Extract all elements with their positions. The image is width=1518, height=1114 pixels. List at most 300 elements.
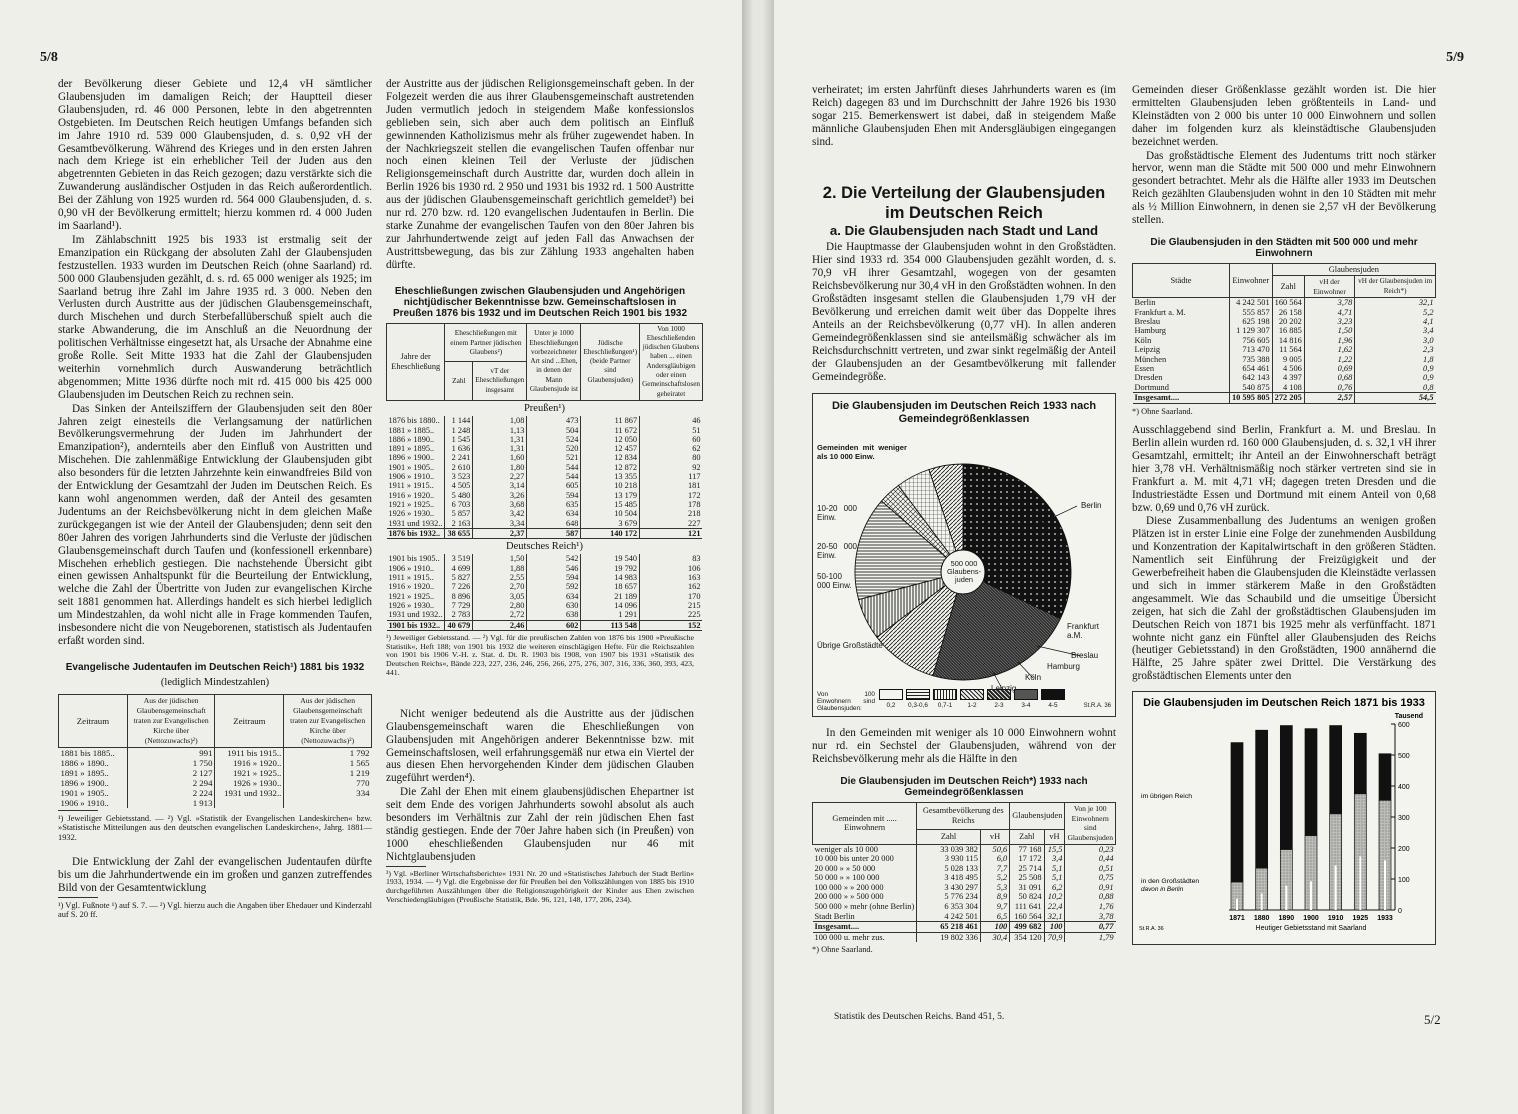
table-cell: 100 000 » » 200 000 bbox=[814, 882, 884, 892]
table-cell: 152 bbox=[640, 620, 703, 630]
table-row bbox=[387, 519, 703, 529]
table-cell: 625 198 bbox=[1229, 317, 1272, 326]
y-tick-label: 400 bbox=[1398, 784, 1410, 792]
marriage-table bbox=[386, 323, 703, 631]
table-cell: 4,71 bbox=[1304, 308, 1354, 317]
table-cell: 2 294 bbox=[127, 778, 215, 788]
table-cell: 17 172 bbox=[1010, 854, 1044, 864]
table-cell: 5,2 bbox=[980, 873, 1009, 883]
table-cell bbox=[215, 798, 284, 808]
table-cell: 50 824 bbox=[1010, 892, 1044, 902]
table-cell: 1901 bis 1905.. bbox=[388, 554, 440, 564]
series-label: in den Großstädten bbox=[1141, 878, 1200, 886]
table-cell: 713 470 bbox=[1229, 345, 1272, 354]
table-cell: 3,42 bbox=[473, 509, 527, 518]
table-cell: 19 792 bbox=[581, 564, 640, 573]
right-column-2 bbox=[1132, 84, 1436, 945]
table-row bbox=[387, 582, 703, 591]
table-cell: 170 bbox=[640, 592, 703, 601]
table-cell: 642 143 bbox=[1229, 373, 1272, 382]
table2-title: Eheschließungen zwischen Glaubensjuden und Angehörigen nichtjüdischer Bekenntnisse bzw. Gemeinschaftslosen in Preußen 1876 bis 1932 und im Deutschen Reich 1901 bis 1932 bbox=[392, 285, 688, 319]
table-cell: 92 bbox=[640, 463, 703, 472]
table-row bbox=[1133, 393, 1436, 403]
table-cell: 11 564 bbox=[1272, 345, 1304, 354]
column-footnote: ¹) Vgl. Fußnote ¹) auf S. 7. — ²) Vgl. hierzu auch die Angaben über Ehedauer und Kinderzahl auf S. 20 ff. bbox=[58, 900, 372, 920]
table-cell: 20 000 » » 50 000 bbox=[814, 863, 876, 873]
table-cell: 11 672 bbox=[581, 426, 640, 435]
table-cell: 5 827 bbox=[445, 573, 473, 582]
th-unter: Unter je 1000 Eheschließungen vorbezeichneter Art sind ...Ehen, in denen der Mann Glaubensjude ist bbox=[527, 323, 581, 400]
table-cell: 1901 » 1905.. bbox=[60, 787, 109, 798]
table-cell: 0,69 bbox=[1304, 364, 1354, 373]
table-cell: 4 242 501 bbox=[917, 912, 981, 922]
table-cell: 38 655 bbox=[445, 528, 473, 538]
legend-item bbox=[1014, 689, 1038, 713]
th-zahl: Zahl bbox=[1272, 276, 1304, 298]
table-cell: 5 480 bbox=[445, 491, 473, 500]
table-cell: Dortmund bbox=[1134, 382, 1169, 392]
size-class-table bbox=[812, 802, 1116, 942]
table-cell: 735 388 bbox=[1229, 355, 1272, 364]
th-von100: Von je 100 Einwohnern sind Glaubensjuden bbox=[1065, 803, 1116, 844]
table-cell: 1 248 bbox=[445, 426, 473, 435]
table-cell: 2,80 bbox=[473, 601, 527, 610]
table-row bbox=[1133, 336, 1436, 345]
table-cell: Stadt Berlin bbox=[814, 911, 855, 921]
table-cell: 5,3 bbox=[980, 883, 1009, 893]
pie-label: 50-100 000 Einw. bbox=[817, 572, 852, 591]
table-cell: 521 bbox=[527, 453, 581, 462]
table-cell: 18 657 bbox=[581, 582, 640, 591]
y-tick-label: 300 bbox=[1398, 815, 1410, 823]
table-cell: 1,31 bbox=[473, 444, 527, 453]
paragraph: der Bevölkerung dieser Gebiete und 12,4 vH sämtlicher Glaubensjuden im damaligen Reich; der Hauptteil dieser Glaubensjuden, rd. 46 000 Personen, lebte in den abgetrennten Ostgebieten. Im Deutschen Reich heutigen Umfangs befanden sich im Jahre 1910 rd. 539 000 Glaubensjuden, d. s. 0,92 vH der Gesamtbevölkerung. Während des Krieges und in den ersten Jahren nach dem Kriege ist ein erheblicher Teil der Juden aus den abgetrennten Gebieten in das Reich gezogen; dazu verstärkte sich die Zuwanderung ausländischer Ostjuden in das Reich außerordentlich. Bei der Zählung von 1925 wurden rd. 564 000 Glaubensjuden, d. s. 0,90 vH der Bevölkerung ermittelt; hierzu kommen rd. 4 000 Juden im Saarland¹). bbox=[58, 78, 372, 232]
table-cell: 14 816 bbox=[1272, 336, 1304, 345]
legend-swatch bbox=[1041, 689, 1065, 700]
table-cell: 500 000 » mehr (ohne Berlin) bbox=[814, 902, 915, 912]
table-row bbox=[387, 592, 703, 601]
table-cell: 1881 bis 1885.. bbox=[60, 747, 115, 758]
table-cell: 1891 » 1895.. bbox=[60, 767, 109, 778]
table-cell: 163 bbox=[640, 573, 703, 582]
table-cell: 1,79 bbox=[1065, 932, 1116, 942]
table-row bbox=[813, 922, 1116, 933]
th-eheschl: Eheschließungen mit einem Partner jüdischen Glaubens²) bbox=[445, 323, 527, 362]
table-row bbox=[387, 509, 703, 518]
stamp: St.R.A. 36 bbox=[1139, 926, 1164, 933]
table-cell: 1886 » 1890.. bbox=[388, 434, 435, 444]
table-cell: 3,78 bbox=[1065, 912, 1116, 922]
th-jahre: Jahre der Eheschließung bbox=[387, 323, 445, 400]
th-glaubensjuden: Glaubensjuden bbox=[1010, 803, 1065, 829]
x-tick-label: 1880 bbox=[1253, 915, 1270, 923]
table-cell: Insgesamt.... bbox=[813, 922, 917, 933]
table-row bbox=[813, 932, 1116, 942]
column-footnote: ³) Vgl. »Berliner Wirtschaftsberichte« 1931 Nr. 20 und »Statistisches Jahrbuch der Stadt Berlin« 1933, 1934. — ⁴) Vgl. die Ergebnisse der für Preußen bei den Volkszählungen von 1885 bis 1910 durchgeführten Auszählungen über die Religionszugehörigkeit der Kinder aus Ehen zwischen Verschiedengläubigen (Preußische Statistik, Bde. 96, 121, 148, 177, 206, 234). bbox=[386, 868, 694, 905]
table-cell: 0,68 bbox=[1304, 373, 1354, 382]
table-cell: 0,75 bbox=[1065, 873, 1116, 883]
table-cell: 50,6 bbox=[980, 844, 1009, 854]
paragraph: Die Hauptmasse der Glaubensjuden wohnt in den Großstädten. Hier sind 1933 rd. 354 000 Glaubensjuden gezählt worden, d. s. 70,9 vH ihrer Gesamtzahl, wogegen von der gesamten Reichsbevölkerung nur 30,4 vH in den Großstädten wohnen. In den Großstädten insgesamt stellen die Glaubensjuden 1,79 vH der Bevölkerung und erreichen damit weit über das Doppelte ihres Anteils an der Reichsbevölkerung (0,77 vH). In allen anderen Gemeindegrößenklassen sind sie anteilsmäßig schwächer als im Reichsdurchschnitt vertreten, und zwar sinkt regelmäßig der Anteil der Glaubensjuden an der Gesamtbevölkerung mit fallender Gemeindegröße. bbox=[812, 241, 1116, 383]
pie-label: Berlin bbox=[1081, 501, 1102, 511]
book-gutter bbox=[742, 0, 774, 1114]
table-cell: 65 218 461 bbox=[917, 922, 981, 933]
table-cell: 14 983 bbox=[581, 573, 640, 582]
th-vh: vH bbox=[1044, 829, 1065, 844]
paragraph: In den Gemeinden mit weniger als 10 000 Einwohnern wohnt nur rd. ein Sechstel der Glaubensjuden, während von der Reichsbevölkerung mehr als die Hälfte in den bbox=[812, 727, 1116, 766]
table-cell: 1896 » 1900.. bbox=[388, 453, 435, 463]
table-cell: 77 168 bbox=[1010, 844, 1044, 854]
table-cell: 54,5 bbox=[1355, 393, 1436, 403]
stamp: St.R.A. 36 bbox=[1083, 702, 1111, 709]
table-cell: 5,2 bbox=[1355, 308, 1436, 317]
table-cell: 5,1 bbox=[1044, 873, 1065, 883]
table-cell: 181 bbox=[640, 481, 703, 490]
legend-item bbox=[906, 689, 930, 713]
x-axis-label: Heutiger Gebietsstand mit Saarland bbox=[1255, 925, 1367, 933]
bar-segment-rest bbox=[1330, 726, 1342, 814]
table-cell: 31 091 bbox=[1010, 883, 1044, 893]
table-cell: 1921 » 1925.. bbox=[388, 499, 435, 509]
table1-footnote: ¹) Jeweiliger Gebietsstand. — ²) Vgl. »Statistik der Evangelischen Landeskirchen« bzw. »Statistische Mitteilungen aus den deutschen evangelischen Landeskirchen«, Jahrg. 1881—1932. bbox=[58, 813, 372, 842]
table-cell: 605 bbox=[527, 481, 581, 490]
table-cell: 5 776 234 bbox=[917, 892, 981, 902]
pie-label: Gemeinden mit weniger als 10 000 Einw. bbox=[817, 443, 907, 461]
table-cell: 13 179 bbox=[581, 491, 640, 500]
table-cell: 8,9 bbox=[980, 892, 1009, 902]
paragraph: Ausschlaggebend sind Berlin, Frankfurt a. M. und Breslau. In Berlin allein wurden rd. 160 000 Glaubensjuden, d. s. 32,1 vH ihrer Gesamtzahl, ermittelt; ihr Anteil an der Einwohnerschaft beträgt hier 3,78 vH. Verhältnismäßig noch stärker vertreten sind sie in Frankfurt a. M. mit 4,71 vH; dagegen treten Dresden und die Industriestädte Essen und Dortmund mit einem Anteil von 0,68 bzw. 0,69 und 0,76 vH zurück. bbox=[1132, 424, 1436, 514]
table-cell: 7 729 bbox=[445, 601, 473, 610]
table-cell: 2,72 bbox=[473, 610, 527, 620]
bar-segment-rest bbox=[1305, 729, 1317, 836]
table-cell: 0,51 bbox=[1065, 864, 1116, 874]
table-cell: 756 605 bbox=[1229, 336, 1272, 345]
table-cell: 1,08 bbox=[473, 416, 527, 425]
bar-segment-rest bbox=[1231, 743, 1243, 883]
table-cell: 178 bbox=[640, 500, 703, 509]
table-row bbox=[387, 435, 703, 444]
table-cell: 1891 » 1895.. bbox=[388, 444, 435, 454]
table1-subtitle: (lediglich Mindestzahlen) bbox=[160, 676, 270, 688]
paragraph: Nicht weniger bedeutend als die Austritte aus der jüdischen Glaubensgemeinschaft waren die Eheschließungen von Glaubensjuden mit Angehörigen anderer Bekenntnisse bzw. mit Gemeinschaftslosen, weil erfahrungsgemäß nur etwa ein Viertel der aus diesen Ehen hervorgehenden Kinder dem jüdischen Glauben zugeführt werden⁴). bbox=[386, 707, 694, 785]
table-cell: 3 930 115 bbox=[917, 854, 981, 864]
table-cell: 555 857 bbox=[1229, 308, 1272, 317]
table-row bbox=[1133, 364, 1436, 373]
th-zeitraum: Zeitraum bbox=[59, 694, 128, 747]
table-cell: 9 005 bbox=[1272, 355, 1304, 364]
table-cell: 12 050 bbox=[581, 435, 640, 444]
table-cell: 10 218 bbox=[581, 481, 640, 490]
table-cell: 1921 » 1925.. bbox=[388, 591, 435, 601]
table-cell: 3,14 bbox=[473, 481, 527, 490]
right-column-1 bbox=[812, 84, 1116, 955]
table-cell: 2,37 bbox=[473, 528, 527, 538]
y-axis-label: Tausend bbox=[1394, 713, 1423, 721]
bar-chart-svg bbox=[1133, 692, 1435, 942]
table-cell: 0,88 bbox=[1065, 892, 1116, 902]
table-cell: 25 714 bbox=[1010, 864, 1044, 874]
page-number-right: 5/9 bbox=[1446, 50, 1464, 65]
section-preussen: Preußen¹) bbox=[523, 402, 566, 414]
table-cell: 160 564 bbox=[1010, 912, 1044, 922]
series-label: im übrigen Reich bbox=[1141, 793, 1192, 801]
table-cell: Köln bbox=[1134, 335, 1152, 345]
legend-label: 1-2 bbox=[967, 701, 977, 709]
pie-label: 20-50 000 Einw. bbox=[817, 542, 857, 561]
table-cell: 2,3 bbox=[1355, 345, 1436, 354]
table-cell: 602 bbox=[527, 620, 581, 630]
table-cell: 16 885 bbox=[1272, 326, 1304, 335]
table-row bbox=[59, 768, 372, 778]
table-cell: 1 750 bbox=[127, 758, 215, 768]
table-cell: 354 120 bbox=[1010, 932, 1044, 942]
table-row bbox=[387, 453, 703, 462]
table-cell: 1906 » 1910.. bbox=[388, 472, 435, 482]
table-row bbox=[387, 610, 703, 620]
table-cell: 3,78 bbox=[1304, 298, 1354, 308]
table-cell: 162 bbox=[640, 582, 703, 591]
table-cell: 10,2 bbox=[1044, 892, 1065, 902]
x-tick-label: 1925 bbox=[1352, 915, 1369, 923]
table-cell: 46 bbox=[640, 416, 703, 425]
table-row bbox=[387, 554, 703, 563]
table-cell: 1921 » 1925.. bbox=[215, 768, 284, 778]
table-cell: 1 913 bbox=[127, 798, 215, 808]
table-cell: 520 bbox=[527, 444, 581, 453]
table-cell: 592 bbox=[527, 582, 581, 591]
left-page bbox=[0, 0, 742, 1114]
pie-legend bbox=[817, 689, 1111, 713]
pie-label: Frankfurt a.M. bbox=[1067, 622, 1100, 641]
table-cell: 0,44 bbox=[1065, 854, 1116, 864]
table-cell: 4 505 bbox=[445, 481, 473, 490]
table-cell: 160 564 bbox=[1272, 298, 1304, 308]
table-cell: 587 bbox=[527, 528, 581, 538]
table-cell: 1916 » 1920.. bbox=[388, 490, 435, 500]
table-cell: 0,9 bbox=[1355, 364, 1436, 373]
table-cell: 1901 bis 1932.. bbox=[387, 620, 445, 630]
table-cell: 524 bbox=[527, 435, 581, 444]
table-cell bbox=[284, 798, 372, 808]
table-cell: Frankfurt a. M. bbox=[1134, 307, 1186, 317]
bar-segment-rest bbox=[1256, 730, 1268, 868]
table-cell: 10 504 bbox=[581, 509, 640, 518]
table-cell: Leipzig bbox=[1134, 345, 1161, 355]
table-cell: 3,4 bbox=[1355, 326, 1436, 335]
source-line: Statistik des Deutschen Reichs. Band 451, 5. bbox=[834, 1012, 1005, 1022]
th-value: Aus der jüdischen Glaubensgemeinschaft traten zur Evangelischen Kirche über (Nettozuwachs)²) bbox=[127, 694, 215, 747]
table-cell: 1,96 bbox=[1304, 336, 1354, 345]
paragraph: Das Sinken der Anteilsziffern der Glaubensjuden seit den 80er Jahren zeigt einesteils die Verlangsamung der natürlichen Bevölkerungsvermehrung der Juden im Jahrhundert der Emanzipation²), andernteils aber den Einfluß von Austritten und Mischehen. Die zahlenmäßige Entwicklung der Glaubensjuden gibt also besonders für die letzten Jahrzehnte kein einwandfreies Bild von der Entwicklung der Gesamtzahl der Juden im Deutschen Reich. Es kann wohl angenommen werden, daß der Anteil des gesamten Judentums an der Reichsbevölkerung nicht in dem gleichen Maße zurückgegangen ist wie der Anteil der Glaubensjuden; denn seit den 80er Jahren des vorigen Jahrhunderts sind die Verluste der jüdischen Glaubensgemeinschaft durch Taufen und (konfessionell erkennbare) Mischehen erheblich gestiegen. Die nachstehende Übersicht gibt einen gewissen Anhaltspunkt für die Beurteilung der Entwicklung, welche die Zahl der Übertritte von Juden zur evangelischen Kirche seit 1881 genommen hat. Allerdings handelt es sich hierbei lediglich um Mindestzahlen, da wohl nicht alle in Frage kommenden Taufen, insbesondere nicht die von Neugeborenen, statistisch als Judentaufen erfaßt worden sind. bbox=[58, 402, 372, 647]
table-cell: 3 418 495 bbox=[917, 873, 981, 883]
table-cell: 1,62 bbox=[1304, 345, 1354, 354]
table-row bbox=[387, 573, 703, 582]
table-row bbox=[59, 788, 372, 798]
legend-item bbox=[987, 689, 1011, 713]
bar-segment-rest bbox=[1379, 754, 1391, 801]
table3-footnote: *) Ohne Saarland. bbox=[812, 945, 873, 955]
table4-title: Die Glaubensjuden in den Städten mit 500 000 und mehr Einwohnern bbox=[1150, 236, 1418, 259]
table-cell: 634 bbox=[527, 592, 581, 601]
table-cell: 2,57 bbox=[1304, 393, 1354, 403]
paragraph: Diese Zusammenballung des Judentums an wenigen großen Plätzen ist in erster Linie eine Folge der zunehmenden Ausbildung und Konzentration der Kapitalwirtschaft in den größeren Städten. Namentlich seit Einführung der Freizügigkeit und der Gewerbefreiheit haben die Glaubensjuden die Kleinstädte verlassen und sich in immer stärkerem Maße in den Großstädten angesammelt. Wie das Schaubild und die umseitige Übersicht zeigen, hat sich die Zahl der großstädtischen Glaubensjuden im Deutschen Reich von 1871 bis 1925 mehr als verfünffacht. 1871 wohnte nicht ganz ein Fünftel aller Glaubensjuden des Reichs (heutiger Gebietsstand) in den Großstädten, 1900 annähernd die Hälfte, 25 Jahre später zwei Drittel. Die Verstärkung des großstädtischen Elements unter den bbox=[1132, 515, 1436, 683]
table-cell: 106 bbox=[640, 564, 703, 573]
table-cell: 0,9 bbox=[1355, 373, 1436, 382]
section-heading: 2. Die Verteilung der Glaubensjuden im Deutschen Reich bbox=[822, 183, 1106, 222]
th-gesamt: Gesamtbevölkerung des Reichs bbox=[917, 803, 1010, 829]
table-cell: 6,0 bbox=[980, 854, 1009, 864]
legend-swatch bbox=[879, 689, 903, 700]
table-cell: 227 bbox=[640, 519, 703, 529]
table-row bbox=[59, 747, 372, 758]
table-cell: 1,76 bbox=[1065, 902, 1116, 912]
table-cell: 172 bbox=[640, 491, 703, 500]
table-cell: 594 bbox=[527, 491, 581, 500]
table-cell: 225 bbox=[640, 610, 703, 620]
table-cell: 26 158 bbox=[1272, 308, 1304, 317]
table-row bbox=[387, 500, 703, 509]
y-tick-label: 0 bbox=[1398, 908, 1402, 916]
table-row bbox=[1133, 355, 1436, 364]
table-cell: 1,50 bbox=[1304, 326, 1354, 335]
table-cell: 1911 » 1915.. bbox=[388, 481, 434, 491]
table-cell: 10 000 bis unter 20 000 bbox=[814, 854, 894, 864]
table-cell: 121 bbox=[640, 528, 703, 538]
table-row bbox=[1133, 298, 1436, 308]
legend-label: 0,2 bbox=[886, 701, 896, 709]
table-cell: 5 028 133 bbox=[917, 864, 981, 874]
table-cell: 2 127 bbox=[127, 768, 215, 778]
y-tick-label: 600 bbox=[1398, 722, 1410, 730]
table-cell: 100 000 u. mehr zus. bbox=[814, 932, 885, 942]
table-cell: 0,23 bbox=[1065, 844, 1116, 854]
pie-chart bbox=[812, 393, 1116, 717]
table-cell: 0,8 bbox=[1355, 383, 1436, 393]
table-cell: 117 bbox=[640, 472, 703, 481]
table-row bbox=[1133, 326, 1436, 335]
section-reich: Deutsches Reich¹) bbox=[506, 541, 583, 553]
table-cell: 654 461 bbox=[1229, 364, 1272, 373]
table-row bbox=[387, 426, 703, 435]
table-cell: 1,31 bbox=[473, 435, 527, 444]
table-cell: 3,4 bbox=[1044, 854, 1065, 864]
table-cell: Dresden bbox=[1134, 373, 1163, 383]
legend-swatch bbox=[960, 689, 984, 700]
table-row bbox=[1133, 373, 1436, 382]
table-cell: 544 bbox=[527, 472, 581, 481]
table-cell: 2,46 bbox=[473, 620, 527, 630]
table-cell: 1,13 bbox=[473, 426, 527, 435]
table-cell: 5,1 bbox=[1044, 864, 1065, 874]
left-column-2 bbox=[386, 78, 701, 905]
y-tick-label: 200 bbox=[1398, 846, 1410, 854]
series-label: davon in Berlin bbox=[1141, 886, 1184, 894]
legend-items bbox=[879, 689, 1065, 713]
table-cell: 100 bbox=[980, 922, 1009, 933]
table-cell: Hamburg bbox=[1134, 326, 1166, 336]
table-row bbox=[387, 472, 703, 481]
table-cell: 991 bbox=[127, 747, 215, 758]
table-cell: 30,4 bbox=[980, 932, 1009, 942]
table-cell: 473 bbox=[527, 416, 581, 425]
table-cell: 7,7 bbox=[980, 864, 1009, 874]
table-cell: 630 bbox=[527, 601, 581, 610]
legend-swatch bbox=[987, 689, 1011, 700]
table-cell: 10 595 805 bbox=[1229, 393, 1272, 403]
table1-title: Evangelische Judentaufen im Deutschen Reich¹) 1881 bis 1932 bbox=[65, 661, 365, 673]
table-cell: 1,22 bbox=[1304, 355, 1354, 364]
pie-label: Köln bbox=[1025, 673, 1042, 683]
table-row bbox=[59, 778, 372, 788]
table-cell: 6 353 304 bbox=[917, 902, 981, 912]
table-cell: 32,1 bbox=[1355, 298, 1436, 308]
table-row bbox=[1133, 308, 1436, 317]
table-cell: 11 867 bbox=[581, 416, 640, 425]
table-cell: 2 163 bbox=[445, 519, 473, 529]
table-cell: 272 205 bbox=[1272, 393, 1304, 403]
table-cell: 2 224 bbox=[127, 788, 215, 798]
table-row bbox=[387, 416, 703, 425]
table-cell: 1906 » 1910.. bbox=[388, 563, 435, 573]
table-cell: 546 bbox=[527, 564, 581, 573]
table-cell: 12 834 bbox=[581, 453, 640, 462]
th-zahl: Zahl bbox=[1010, 829, 1044, 844]
table-cell: 7 226 bbox=[445, 582, 473, 591]
table-cell: 3,23 bbox=[1304, 317, 1354, 326]
table-row bbox=[387, 528, 703, 538]
table-row bbox=[1133, 317, 1436, 326]
table-cell: 542 bbox=[527, 554, 581, 563]
table-cell: 1911 » 1915.. bbox=[388, 573, 434, 583]
paragraph: Die Entwicklung der Zahl der evangelischen Judentaufen dürfte bis um die Jahrhundertwende ein im großen und ganzen zutreffendes Bild von der Gesamtentwicklung bbox=[58, 856, 372, 894]
table-cell: 3 523 bbox=[445, 472, 473, 481]
x-tick-label: 1933 bbox=[1377, 915, 1393, 923]
table-cell: 22,4 bbox=[1044, 902, 1065, 912]
legend-swatch bbox=[933, 689, 957, 700]
table-cell: 4 108 bbox=[1272, 383, 1304, 393]
table-cell: 15 485 bbox=[581, 500, 640, 509]
page-footer-number: 5/2 bbox=[1424, 1012, 1441, 1027]
legend-item bbox=[1041, 689, 1065, 713]
table-cell: 21 189 bbox=[581, 592, 640, 601]
table-cell: München bbox=[1134, 354, 1167, 364]
table4-footnote: *) Ohne Saarland. bbox=[1132, 406, 1193, 416]
table-cell: 50 000 » » 100 000 bbox=[814, 873, 880, 883]
table-cell: 504 bbox=[527, 426, 581, 435]
table-cell: 1 636 bbox=[445, 444, 473, 453]
table-row bbox=[813, 864, 1116, 874]
table-cell: 3 430 297 bbox=[917, 883, 981, 893]
table-cell: 1,50 bbox=[473, 554, 527, 563]
table-cell: 1931 und 1932.. bbox=[215, 788, 284, 798]
table-cell: 100 bbox=[1044, 922, 1065, 933]
table-cell: Breslau bbox=[1134, 317, 1161, 326]
th-gemeinden: Gemeinden mit ..... Einwohnern bbox=[813, 803, 917, 844]
table-row bbox=[813, 912, 1116, 922]
table-cell: 638 bbox=[527, 610, 581, 620]
table-cell: 1876 bis 1932.. bbox=[387, 528, 445, 538]
table-cell: 594 bbox=[527, 573, 581, 582]
table-cell: 4 397 bbox=[1272, 373, 1304, 382]
table-cell: 1 144 bbox=[445, 416, 473, 425]
table-row bbox=[813, 844, 1116, 854]
bar-chart-title: Die Glaubensjuden im Deutschen Reich 1871 bis 1933 bbox=[1143, 697, 1425, 710]
table-cell: 3 519 bbox=[445, 554, 473, 563]
table-cell: 2,70 bbox=[473, 582, 527, 591]
table-cell: 3,26 bbox=[473, 491, 527, 500]
th-zahl: Zahl bbox=[445, 362, 473, 401]
table-cell: 3,68 bbox=[473, 500, 527, 509]
